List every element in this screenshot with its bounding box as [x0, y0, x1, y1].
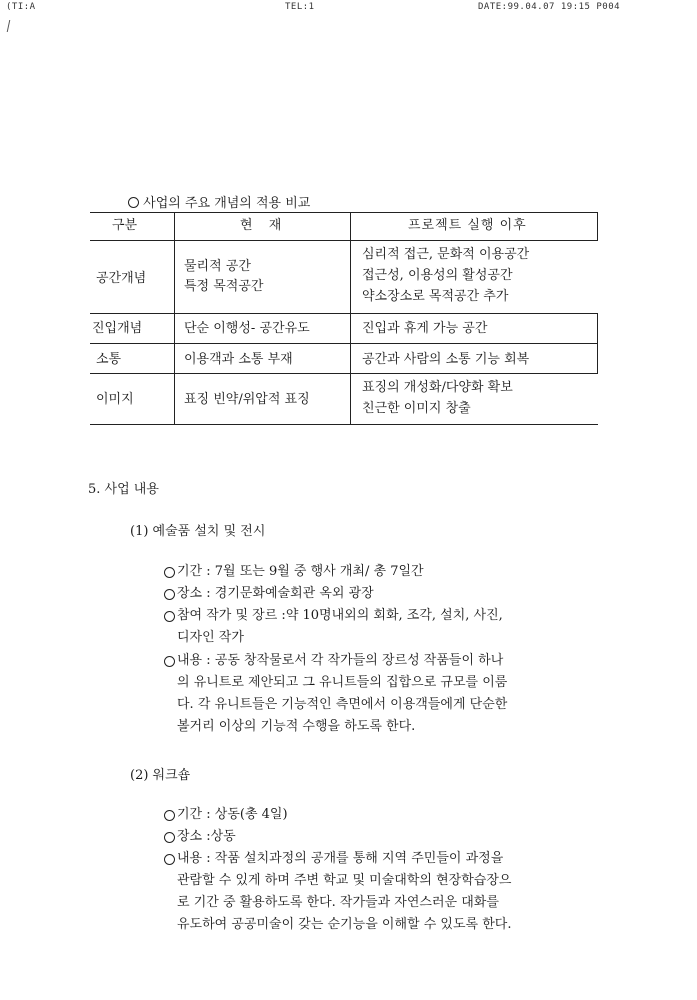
- list-item: 기간 : 상동(총 4일): [177, 807, 288, 822]
- list-item-continuation: 로 기간 중 활용하도록 한다. 작가들과 자연스러운 대화를: [177, 895, 499, 910]
- table-row-after: 심리적 접근, 문화적 이용공간: [362, 247, 530, 262]
- list-item: 내용 : 작품 설치과정의 공개를 통해 지역 주민들이 과정을: [177, 851, 504, 866]
- list-item-continuation: 다. 각 유니트들은 기능적인 측면에서 이용객들에게 단순한: [177, 697, 508, 712]
- list-item: 기간 : 7월 또는 9월 중 행사 개최/ 총 7일간: [177, 564, 424, 579]
- table-row-border: [90, 373, 598, 374]
- table-col-divider: [350, 212, 351, 424]
- table-row-after: 공간과 사람의 소통 기능 회복: [362, 352, 530, 367]
- table-header-current: 현 재: [240, 218, 288, 233]
- section-5-title: 5. 사업 내용: [88, 482, 159, 497]
- table-row-after: 진입과 휴게 가능 공간: [362, 321, 488, 336]
- comparison-title: 사업의 주요 개념의 적용 비교: [143, 196, 311, 211]
- corner-mark: [7, 20, 21, 32]
- table-row-current: 단순 이행성- 공간유도: [184, 321, 310, 336]
- table-header-border: [90, 240, 598, 241]
- list-item: 내용 : 공동 창작물로서 각 작가들의 장르성 작품들이 하나: [177, 653, 504, 668]
- table-row-current: 표징 빈약/위압적 표징: [184, 392, 310, 407]
- table-row-category: 소통: [96, 352, 122, 367]
- fax-header-right: DATE:99.04.07 19:15 P004: [478, 2, 621, 12]
- list-item: 참여 작가 및 장르 :약 10명내외의 회화, 조각, 설치, 사진,: [177, 608, 503, 623]
- table-row-border: [90, 313, 598, 314]
- table-row-current: 물리적 공간: [184, 259, 251, 274]
- list-item: 장소 : 경기문화예술회관 옥외 광장: [177, 586, 374, 601]
- bullet-circle-icon: [164, 611, 175, 622]
- list-item-continuation: 디자인 작가: [177, 630, 244, 645]
- list-item: 장소 :상동: [177, 829, 236, 844]
- bullet-circle-icon: [164, 832, 175, 843]
- table-right-edge: [597, 212, 598, 240]
- bullet-circle-icon: [128, 197, 139, 208]
- bullet-circle-icon: [164, 589, 175, 600]
- fax-header-left: (TI:A: [6, 2, 36, 12]
- table-header-category: 구분: [112, 218, 138, 233]
- table-row-after: 표징의 개성화/다양화 확보: [362, 380, 513, 395]
- list-item-continuation: 유도하여 공공미술이 갖는 순기능을 이해할 수 있도록 한다.: [177, 917, 512, 932]
- table-row-after: 약소장소로 목적공간 추가: [362, 289, 509, 304]
- table-row-category: 공간개념: [96, 271, 147, 286]
- table-right-edge: [597, 313, 598, 373]
- table-header-after: 프로젝트 실행 이후: [408, 218, 527, 233]
- table-col-divider: [174, 212, 175, 424]
- bullet-circle-icon: [164, 567, 175, 578]
- list-item-continuation: 볼거리 이상의 기능적 수행을 하도록 한다.: [177, 719, 416, 734]
- comparison-title-row: [128, 192, 310, 211]
- bullet-circle-icon: [164, 854, 175, 865]
- bullet-circle-icon: [164, 656, 175, 667]
- table-row-category: 이미지: [96, 392, 134, 407]
- table-row-after: 접근성, 이용성의 활성공간: [362, 268, 513, 283]
- fax-header-center: TEL:1: [285, 2, 315, 12]
- list-item-continuation: 의 유니트로 제안되고 그 유니트들의 집합으로 규모를 이룸: [177, 675, 508, 690]
- bullet-circle-icon: [164, 810, 175, 821]
- table-row-border: [90, 343, 598, 344]
- subsection-2-title: (2) 워크숍: [130, 768, 191, 783]
- table-bottom-border: [90, 424, 598, 425]
- table-row-current: 이용객과 소통 부재: [184, 352, 293, 367]
- table-row-category: 진입개념: [92, 321, 143, 336]
- table-row-current: 특정 목적공간: [184, 279, 264, 294]
- list-item-continuation: 관람할 수 있게 하며 주변 학교 및 미술대학의 현장학습장으: [177, 873, 512, 888]
- table-top-border: [90, 212, 598, 213]
- subsection-1-title: (1) 예술품 설치 및 전시: [130, 524, 266, 539]
- table-row-after: 친근한 이미지 창출: [362, 401, 471, 416]
